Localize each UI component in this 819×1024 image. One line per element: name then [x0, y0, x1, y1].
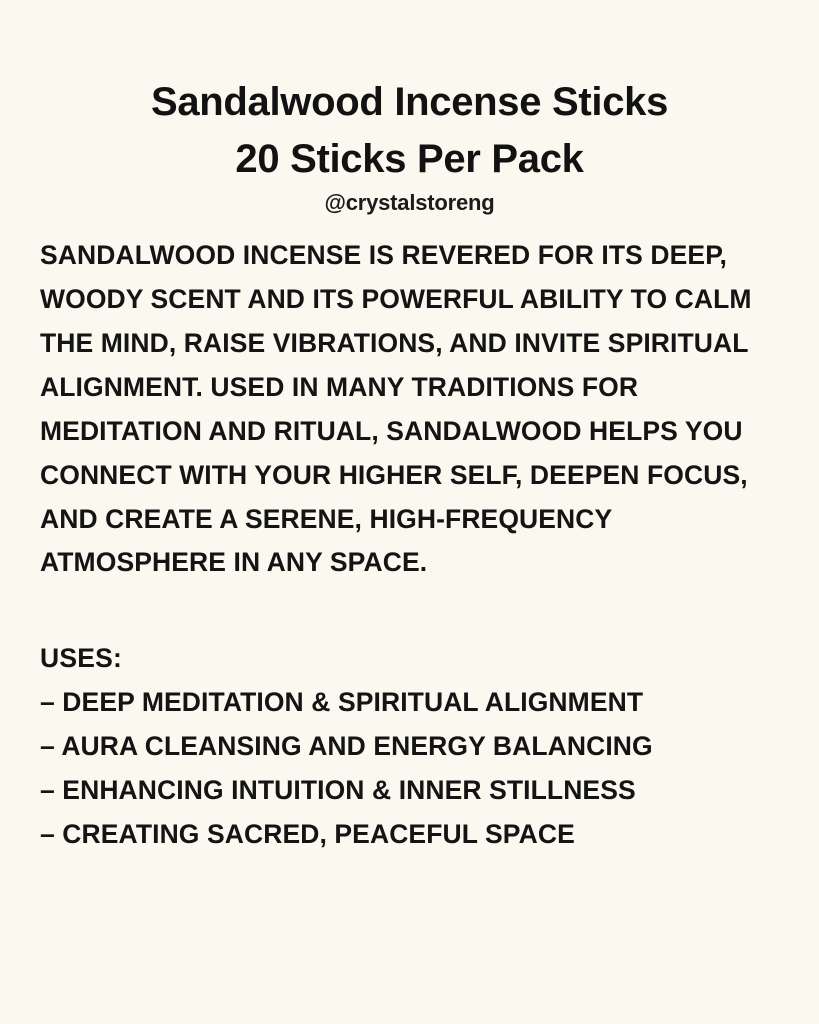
page-title	[40, 74, 779, 188]
product-title-line-1: Sandalwood Incense Sticks	[150, 80, 669, 124]
list-item: – ENHANCING INTUITION & INNER STILLNESS	[40, 775, 636, 806]
product-description: SANDALWOOD INCENSE IS REVERED FOR ITS DEEP, WOODY SCENT AND ITS POWERFUL ABILITY TO CALM THE MIND, RAISE VIBRATIONS, AND INVITE SPIRITUAL ALIGNMENT. USED IN MANY TRADITIONS FOR MEDITATION AND RITUAL, SANDALWOOD HELPS YOU CONNECT WITH YOUR HIGHER SELF, DEEPEN FOCUS, AND CREATE A SERENE, HIGH-FREQUENCY ATMOSPHERE IN ANY SPACE.	[40, 239, 752, 578]
product-title-line-2: 20 Sticks Per Pack	[235, 136, 584, 181]
store-handle: @crystalstoreng	[324, 189, 495, 215]
list-item: – DEEP MEDITATION & SPIRITUAL ALIGNMENT	[40, 687, 644, 718]
list-item: – AURA CLEANSING AND ENERGY BALANCING	[40, 731, 653, 762]
list-item: – CREATING SACRED, PEACEFUL SPACE	[40, 819, 575, 850]
uses-heading: USES:	[40, 643, 122, 674]
uses-list	[40, 681, 779, 857]
